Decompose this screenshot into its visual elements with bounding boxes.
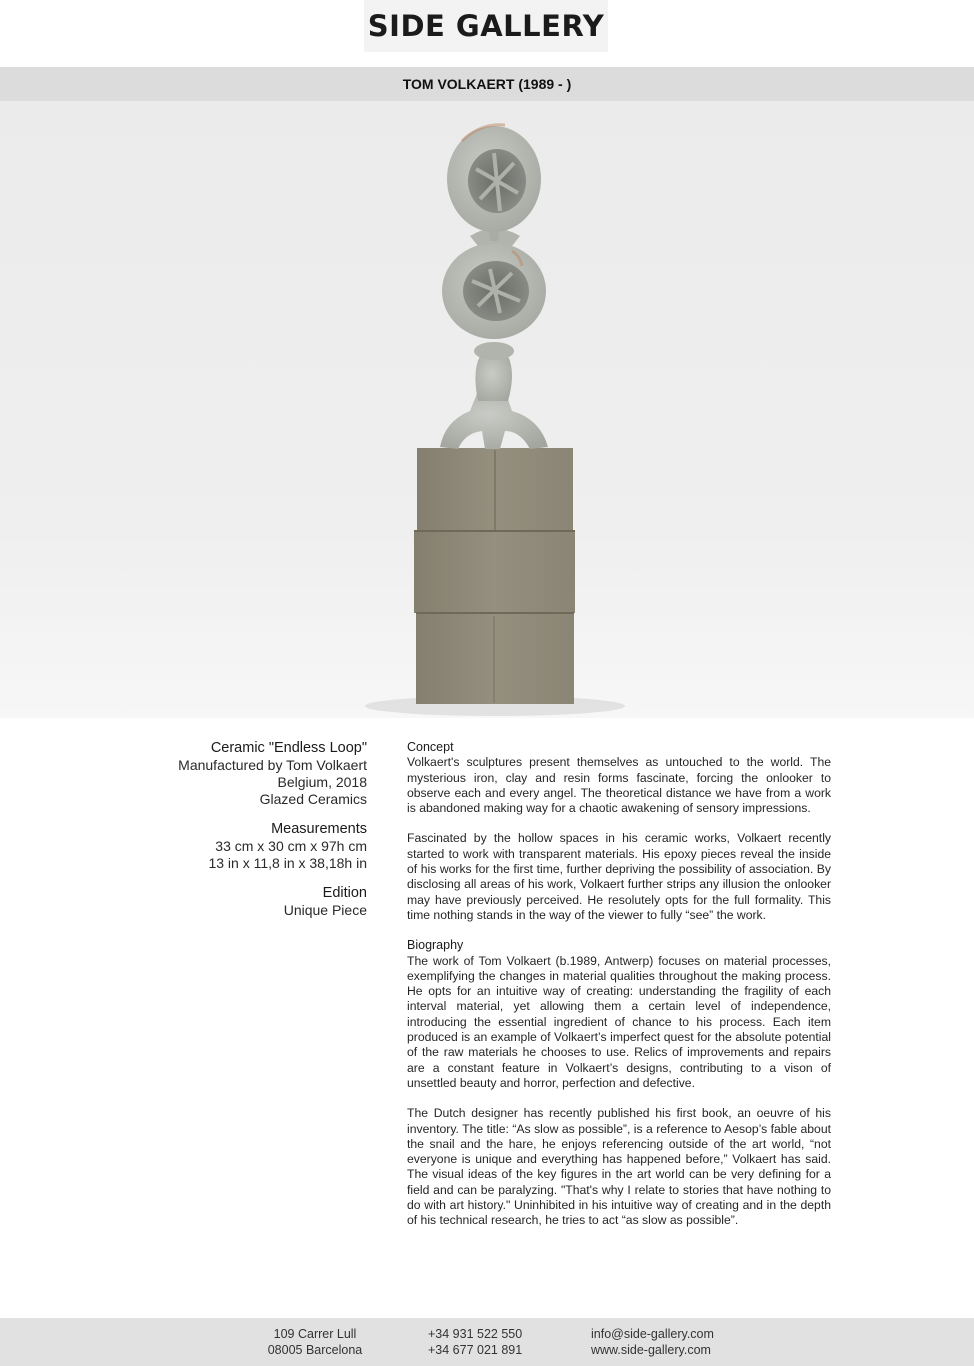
edition-heading: Edition <box>322 885 367 901</box>
description <box>407 740 831 1244</box>
measurements-in: 13 in x 11,8 in x 38,18h in <box>208 855 367 871</box>
phone-2[interactable]: +34 677 021 891 <box>428 1343 523 1357</box>
email-link[interactable]: info@side-gallery.com <box>591 1327 714 1341</box>
stone-pedestal <box>414 448 575 704</box>
concept-heading: Concept <box>407 740 454 754</box>
gallery-logo <box>364 0 608 52</box>
concept-paragraph-1: Volkaert's sculptures present themselves as untouched to the world. The mysterious iron, clay and resin forms fascinate, forcing the onlooker to observe each and every angel. The theoretical distance we have from a work is abandoned making way for a chaotic awakening of sensory impressions. <box>407 755 831 816</box>
phone-1[interactable]: +34 931 522 550 <box>428 1327 523 1341</box>
footer-address <box>265 1326 365 1358</box>
artist-name: TOM VOLKAERT (1989 - ) <box>402 76 572 92</box>
artist-bar <box>0 67 974 101</box>
material: Glazed Ceramics <box>259 791 367 807</box>
concept-paragraph-2: Fascinated by the hollow spaces in his ceramic works, Volkaert recently started to work with transparent materials. His epoxy pieces reveal the inside of his works for the first time, further depriving the possibility of association. By disclosing all areas of his work, Volkaert further strips any illusion the onlooker may have previously perceived. He resolutely opts for the full formality. This time nothing stands in the way of the viewer to fully “see” the work. <box>407 831 831 922</box>
gallery-name: SIDE GALLERY <box>367 9 605 43</box>
edition-value: Unique Piece <box>283 902 367 918</box>
origin: Belgium, 2018 <box>277 774 367 790</box>
address-line-2: 08005 Barcelona <box>267 1343 363 1357</box>
footer-phones <box>428 1326 522 1358</box>
artwork-details <box>130 740 367 932</box>
website-link[interactable]: www.side-gallery.com <box>591 1343 711 1357</box>
manufacturer: Manufactured by Tom Volkaert <box>178 757 367 773</box>
measurements-cm: 33 cm x 30 cm x 97h cm <box>215 838 367 854</box>
footer-contact <box>591 1326 714 1358</box>
biography-paragraph-1: The work of Tom Volkaert (b.1989, Antwerp) focuses on material processes, exemplifying the changes in material qualities throughout the making process. He opts for an intuitive way of creating: understanding the fragility of each interval material, yet allowing them a certain level of independence, introducing the essential ingredient of chance to his process. Each item produced is an example of Volkaert’s imperfect quest for the absolute potential of the raw materials he chooses to use. Relics of improvements and repairs are a constant feature in Volkaert’s designs, contributing to a vison of unsettled beauty and horror, perfection and defective. <box>407 953 831 1090</box>
biography-paragraph-2: The Dutch designer has recently published his first book, an oeuvre of his inventory. The title: “As slow as possible”, is a reference to Aesop’s fable about the snail and the hare, he enjoys referencing outside of the art world, “not everyone is unique and everything has happened before,” Volkaert has said. The visual ideas of the key figures in the art world can be very defining for a field and can be paralyzing. "That's why I relate to stories that have nothing to do with art history." Uninhibited in his intuitive way of creating and in the depth of his technical research, he tries to act “as slow as possible”. <box>407 1106 831 1228</box>
artwork-photo <box>0 101 974 718</box>
artwork-title: Ceramic "Endless Loop" <box>210 740 367 756</box>
address-line-1: 109 Carrer Lull <box>273 1327 357 1341</box>
measurements-heading: Measurements <box>271 821 367 837</box>
biography-heading: Biography <box>407 938 464 953</box>
footer <box>0 1318 974 1366</box>
